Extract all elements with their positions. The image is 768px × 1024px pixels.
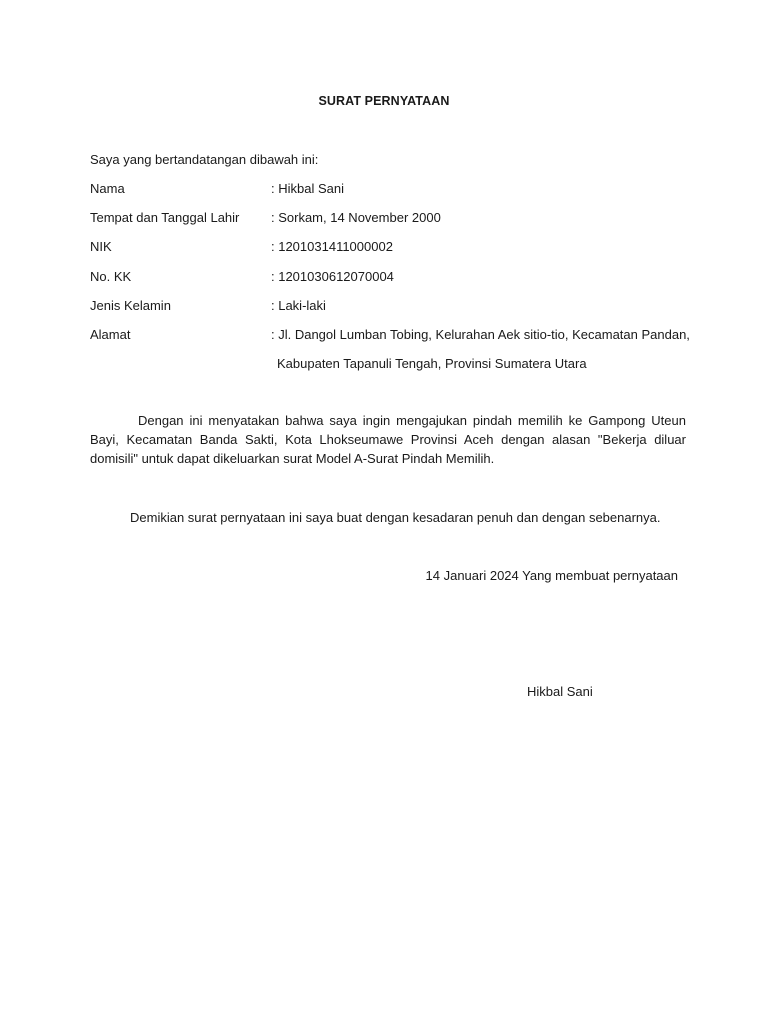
field-label: No. KK — [90, 269, 132, 284]
field-value: : Sorkam, 14 November 2000 — [271, 210, 441, 225]
field-label: NIK — [90, 239, 112, 254]
field-label: Jenis Kelamin — [90, 298, 171, 313]
document-title: SURAT PERNYATAAN — [318, 94, 450, 108]
field-value: : 1201031411000002 — [271, 239, 393, 254]
field-value: : 1201030612070004 — [271, 269, 394, 284]
field-value: : Hikbal Sani — [271, 181, 344, 196]
address-line-2: Kabupaten Tapanuli Tengah, Provinsi Sumatera Utara — [277, 356, 587, 371]
intro-text: Saya yang bertandatangan dibawah ini: — [90, 152, 319, 167]
closing-statement: Demikian surat pernyataan ini saya buat dengan kesadaran penuh dan dengan sebenarnya. — [130, 510, 661, 525]
field-label: Nama — [90, 181, 125, 196]
body-paragraph: Dengan ini menyatakan bahwa saya ingin mengajukan pindah memilih ke Gampong Uteun Bayi, Kecamatan Banda Sakti, Kota Lhokseumawe Provinsi Aceh dengan alasan "Bekerja diluar domisili" untuk dapat dikeluarkan surat Model A-Surat Pindah Memilih. — [90, 413, 686, 466]
field-value: : Laki-laki — [271, 298, 326, 313]
field-value: : Jl. Dangol Lumban Tobing, Kelurahan Aek sitio-tio, Kecamatan Pandan, — [271, 327, 690, 342]
field-label: Alamat — [90, 327, 131, 342]
field-label: Tempat dan Tanggal Lahir — [90, 210, 240, 225]
signer-name: Hikbal Sani — [527, 684, 593, 699]
date-and-signer-caption: 14 Januari 2024 Yang membuat pernyataan — [425, 568, 678, 583]
